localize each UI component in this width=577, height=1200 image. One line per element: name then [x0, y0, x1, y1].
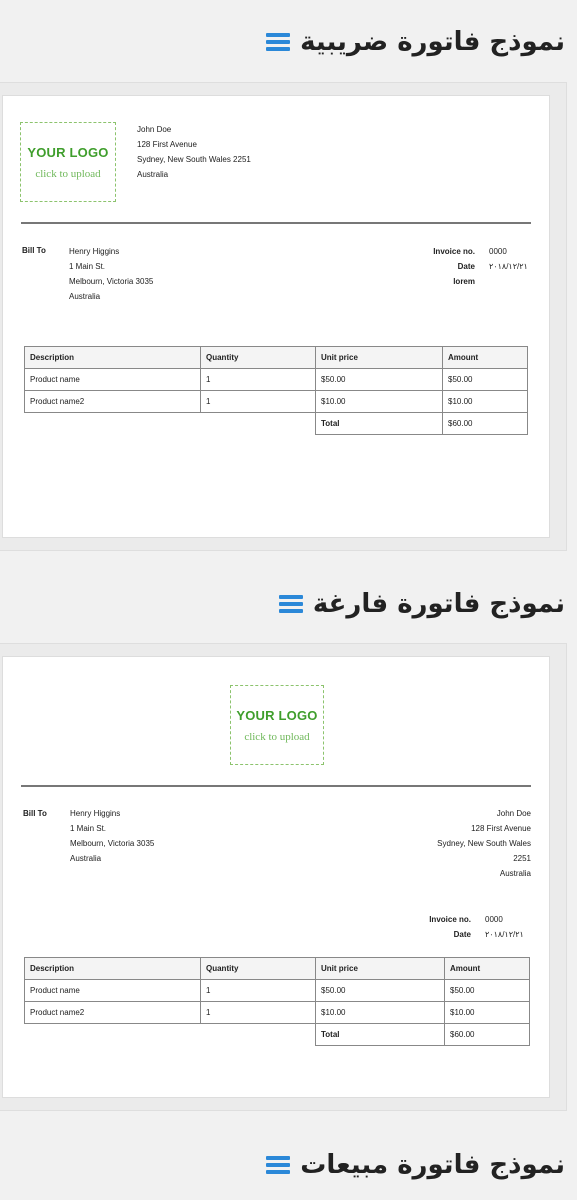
- section-title: نموذج فاتورة مبيعات: [300, 1150, 565, 1180]
- logo-subtitle: click to upload: [244, 730, 310, 743]
- logo-upload-box[interactable]: [230, 685, 324, 765]
- section-heading-blank-invoice[interactable]: [279, 589, 565, 619]
- table-row: Product name2 1 $10.00 $10.00: [25, 391, 528, 413]
- items-table: Description Quantity Unit price Amount Product name 1 $50.00 $50.00 Product name2 1 $10.00 $10.00 Total $60.00: [24, 346, 528, 435]
- invoice-paper[interactable]: [2, 95, 550, 538]
- logo-subtitle: click to upload: [35, 167, 101, 180]
- divider: [21, 785, 531, 787]
- items-table: Description Quantity Unit price Amount Product name 1 $50.00 $50.00 Product name2 1 $10.00 $10.00 Total $60.00: [24, 957, 530, 1046]
- invoice-meta: Invoice no. 0000 Date ٢٠١٨/١٢/٢١: [429, 915, 524, 939]
- section-title: نموذج فاتورة ضريبية: [300, 27, 565, 57]
- bill-to-address: Henry Higgins 1 Main St. Melbourn, Victoria 3035 Australia: [69, 247, 154, 301]
- sender-name: John Doe: [137, 125, 172, 134]
- section-heading-sales-invoice[interactable]: [266, 1150, 565, 1180]
- sender-city: Sydney, New South Wales 2251: [137, 155, 251, 164]
- table-total-row: Total $60.00: [25, 413, 528, 435]
- menu-icon: [266, 33, 290, 51]
- invoice-paper[interactable]: [2, 656, 550, 1098]
- logo-upload-box[interactable]: [20, 122, 116, 202]
- section-heading-tax-invoice[interactable]: [266, 27, 565, 57]
- menu-icon: [279, 595, 303, 613]
- logo-title: YOUR LOGO: [236, 707, 318, 723]
- bill-to-label: Bill To: [23, 809, 47, 818]
- invoice-meta: Invoice no. 0000 Date ٢٠١٨/١٢/٢١ lorem: [433, 247, 528, 286]
- sender-address: John Doe 128 First Avenue Sydney, New South Wales 2251 Australia: [437, 809, 531, 878]
- bill-to-label: Bill To: [22, 246, 46, 255]
- table-row: Product name 1 $50.00 $50.00: [25, 369, 528, 391]
- table-row: Product name2 1 $10.00 $10.00: [25, 1002, 530, 1024]
- logo-title: YOUR LOGO: [27, 144, 109, 160]
- section-title: نموذج فاتورة فارغة: [312, 589, 565, 619]
- bill-to-address: Henry Higgins 1 Main St. Melbourn, Victoria 3035 Australia: [70, 809, 155, 863]
- invoice-preview-panel: [0, 643, 567, 1111]
- menu-icon: [266, 1156, 290, 1174]
- sender-street: 128 First Avenue: [137, 140, 197, 149]
- invoice-preview-panel: [0, 82, 567, 551]
- table-total-row: Total $60.00: [25, 1024, 530, 1046]
- sender-address: [137, 122, 251, 182]
- divider: [21, 222, 531, 224]
- sender-country: Australia: [137, 170, 169, 179]
- table-row: Product name 1 $50.00 $50.00: [25, 980, 530, 1002]
